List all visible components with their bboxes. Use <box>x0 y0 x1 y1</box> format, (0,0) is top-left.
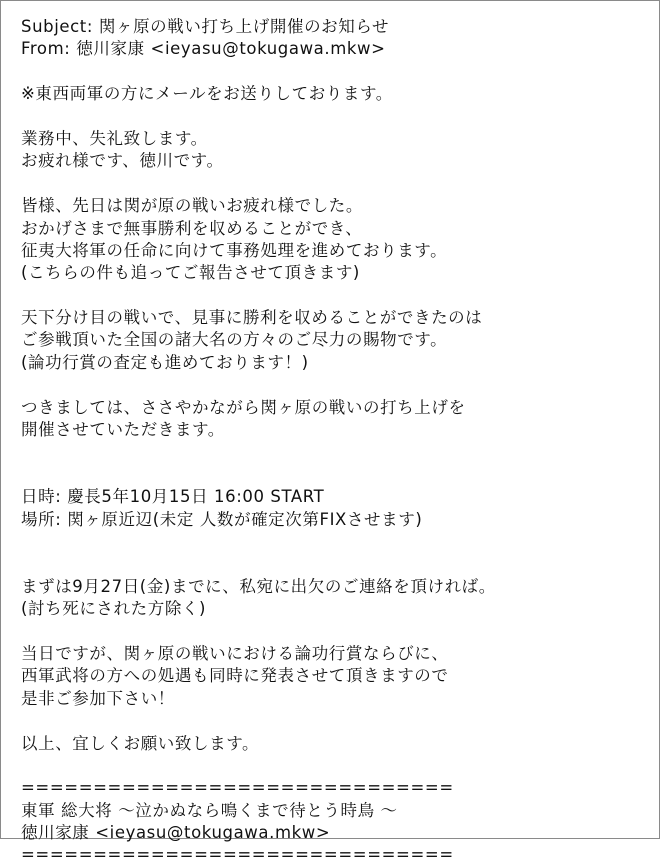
email-body <box>21 16 651 867</box>
signature-separator-bottom: ============================== <box>21 845 454 865</box>
spacer <box>21 61 651 83</box>
body-line: 当日ですが、関ヶ原の戦いにおける論功行賞ならびに、 <box>21 643 449 663</box>
body-line: 是非ご参加下さい！ <box>21 688 175 708</box>
body-line: おかげさまで無事勝利を収めることができ、 <box>21 218 363 238</box>
closing-line: 以上、宜しくお願い致します。 <box>21 733 260 753</box>
signature-separator-top: ============================== <box>21 778 454 798</box>
spacer <box>21 710 651 732</box>
spacer <box>21 106 651 128</box>
body-line: つきましては、ささやかながら関ヶ原の戦いの打ち上げを <box>21 397 466 417</box>
spacer <box>21 173 651 195</box>
body-line: (論功行賞の査定も進めております！) <box>21 352 309 372</box>
body-line: ご参戦頂いた全国の諸大名の方々のご尽力の賜物です。 <box>21 330 448 350</box>
greeting-line: 業務中、失礼致します。 <box>21 128 208 148</box>
body-line: (こちらの件も追ってご報告させて頂きます) <box>21 263 360 283</box>
spacer <box>21 553 651 575</box>
signature-name: 徳川家康 <ieyasu@tokugawa.mkw> <box>21 823 331 843</box>
recipient-notice: ※東西両軍の方にメールをお送りしております。 <box>21 84 393 104</box>
event-location: 場所: 関ヶ原近辺(未定 人数が確定次第FIXさせます) <box>21 509 423 529</box>
body-line: 征夷大将軍の任命に向けて事務処理を進めております。 <box>21 240 448 260</box>
spacer <box>21 621 651 643</box>
greeting-line: お疲れ様です、徳川です。 <box>21 151 224 171</box>
signature-title: 東軍 総大将 〜泣かぬなら鳴くまで待とう時鳥 〜 <box>21 800 398 820</box>
spacer <box>21 755 651 777</box>
spacer <box>21 374 651 396</box>
body-line: (討ち死にされた方除く) <box>21 599 207 619</box>
body-line: 開催させていただきます。 <box>21 420 225 440</box>
spacer <box>21 441 651 463</box>
spacer <box>21 531 651 553</box>
event-date: 日時: 慶長5年10月15日 16:00 START <box>21 487 325 507</box>
email-from: From: 徳川家康 <ieyasu@tokugawa.mkw> <box>21 39 386 59</box>
spacer <box>21 285 651 307</box>
body-line: 天下分け目の戦いで、見事に勝利を収めることができたのは <box>21 308 483 328</box>
email-subject: Subject: 関ヶ原の戦い打ち上げ開催のお知らせ <box>21 17 390 36</box>
spacer <box>21 464 651 486</box>
body-line: 皆様、先日は関が原の戦いお疲れ様でした。 <box>21 196 363 216</box>
body-line: まずは9月27日(金)までに、私宛に出欠のご連絡を頂ければ。 <box>21 576 496 596</box>
body-line: 西軍武将の方への処遇も同時に発表させて頂きますので <box>21 666 449 686</box>
